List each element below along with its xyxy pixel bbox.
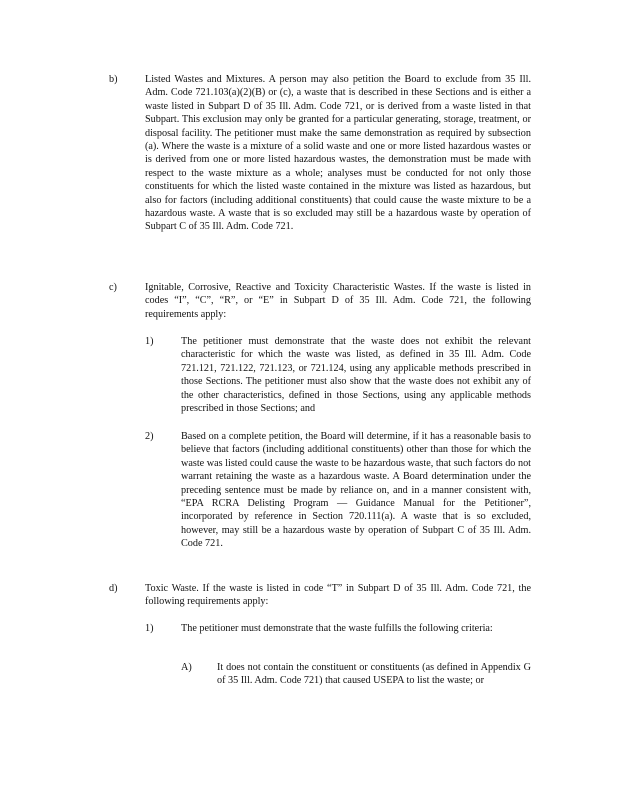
section-d-item-1-subitem-a-text [217, 661, 531, 688]
section-c-paragraph: Ignitable, Corrosive, Reactive and Toxicity Characteristic Wastes. If the waste is listed in codes “I”, “C”, “R”, or “E” in Subpart D of 35 Ill. Adm. Code 721, the following requirements apply: [145, 282, 531, 320]
section-d-item-1-text [181, 622, 511, 635]
section-b-paragraph: Listed Wastes and Mixtures. A person may also petition the Board to exclude from 35 Ill. Adm. Code 721.103(a)(2)(B) or (c), a waste that is described in these Sections and is either a waste listed in Subpart D of 35 Ill. Adm. Code 721, or is derived from a waste listed in that Subpart. This exclusion may only be granted for a particular generating, storage, treatment, or disposal facility. The petitioner must make the same demonstration as required by subsection (a). Where the waste is a mixture of a solid waste and one or more listed hazardous wastes or is derived from one or more listed hazardous wastes, the demonstration must be made with respect to the waste mixture as a whole; analyses must be conducted for not only those constituents for which the listed waste contained in the mixture was listed as hazardous, but also for factors (including additional constituents) that could cause the waste mixture to be a hazardous waste. A waste that is so excluded may still be a hazardous waste by operation of Subpart C of 35 Ill. Adm. Code 721. [145, 74, 531, 233]
section-c-item-2-paragraph: Based on a complete petition, the Board will determine, if it has a reasonable basis to believe that factors (including additional constituents) other than those for which the waste was listed could cause the waste to be hazardous waste, that such factors do not warrant retaining the waste as a hazardous waste. A Board determination under the preceding sentence must be made by reliance on, and in a manner consistent with, “EPA RCRA Delisting Program — Guidance Manual for the Petitioner”, incorporated by reference in Section 720.111(a). A waste that is so excluded, however, may still be a hazardous waste by operation of Subpart C of 35 Ill. Adm. Code 721. [181, 431, 531, 550]
section-d-item-1-paragraph: The petitioner must demonstrate that the waste fulfills the following criteria: [181, 623, 493, 634]
section-c-label: c) [109, 282, 117, 293]
section-c-item-2-text [181, 430, 531, 551]
section-c-item-2-label: 2) [145, 431, 154, 442]
section-c-item-1-paragraph: The petitioner must demonstrate that the waste does not exhibit the relevant characteristic for which the waste was listed, as defined in 35 Ill. Adm. Code 721.121, 721.122, 721.123, or 721.124, using any applicable methods prescribed in those Sections. The petitioner must also show that the waste does not exhibit any of the other characteristics, defined in those Sections, using any applicable methods prescribed in those Sections; and [181, 336, 531, 415]
section-c-text [145, 281, 531, 321]
section-c-item-1-text [181, 335, 531, 415]
section-b-text [145, 73, 531, 234]
section-b-label: b) [109, 74, 118, 85]
section-d-text [145, 582, 531, 609]
section-d-paragraph: Toxic Waste. If the waste is listed in code “T” in Subpart D of 35 Ill. Adm. Code 721, the following requirements apply: [145, 583, 531, 608]
section-d-item-1-label: 1) [145, 623, 154, 634]
section-d-item-1-subitem-a-paragraph: It does not contain the constituent or constituents (as defined in Appendix G of 35 Ill. Adm. Code 721) that caused USEPA to list the waste; or [217, 662, 531, 687]
section-c-item-1-label: 1) [145, 336, 154, 347]
section-d-item-1-subitem-a-label: A) [181, 662, 192, 673]
section-d-label: d) [109, 583, 118, 594]
